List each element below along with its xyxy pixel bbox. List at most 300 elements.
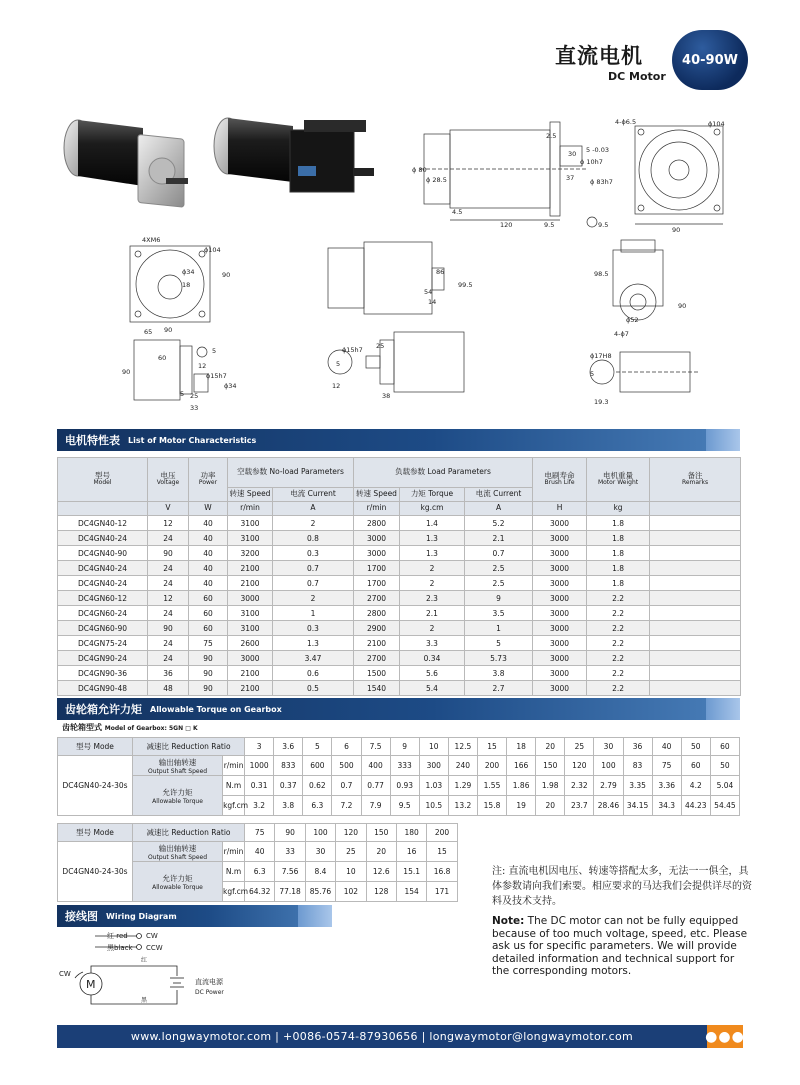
unit-rmin: r/min — [223, 756, 245, 776]
torque-nm-cell: 0.7 — [332, 776, 361, 796]
speed-cell: 30 — [305, 842, 335, 862]
col-load: 负载参数 Load Parameters — [354, 458, 533, 488]
table-cell: 60 — [189, 606, 228, 621]
torque-kgf-cell: 6.3 — [303, 796, 332, 816]
table-row — [58, 546, 741, 561]
speed-cell: 75 — [652, 756, 681, 776]
torque-kgf-cell: 15.8 — [477, 796, 506, 816]
ratio-cell: 75 — [245, 824, 275, 842]
motor-photos — [58, 108, 388, 218]
table-cell: 1.8 — [587, 576, 650, 591]
ratio-cell: 10 — [419, 738, 448, 756]
table-cell: 5.73 — [465, 651, 533, 666]
table-cell: 1.8 — [587, 531, 650, 546]
table-cell: 1.8 — [587, 546, 650, 561]
table-cell: 0.6 — [273, 666, 354, 681]
table-cell: 24 — [148, 576, 189, 591]
table-cell: 3000 — [533, 621, 587, 636]
unit-kgcm: kg.cm — [400, 502, 465, 516]
svg-text:19.3: 19.3 — [594, 398, 609, 406]
cell-remarks — [650, 606, 741, 621]
ratio-cell: 40 — [652, 738, 681, 756]
unit-blank — [58, 502, 148, 516]
unit-rmin-load: r/min — [354, 502, 400, 516]
unit-nm: N.m — [223, 862, 245, 882]
table-cell: 1540 — [354, 681, 400, 696]
cell-model: DC4GN60-24 — [58, 606, 148, 621]
torque-nm-row — [58, 776, 740, 796]
cell-remarks — [650, 546, 741, 561]
cell-remarks — [650, 576, 741, 591]
ratio-cell: 9 — [390, 738, 419, 756]
power-label-en: DC Power — [195, 989, 224, 996]
shaft-speed-en: Output Shaft Speed — [147, 853, 208, 861]
svg-text:ϕ104: ϕ104 — [204, 246, 221, 254]
svg-text:9.5: 9.5 — [544, 221, 555, 229]
cell-remarks — [650, 681, 741, 696]
svg-text:12: 12 — [198, 362, 207, 370]
cell-model: DC4GN90-24 — [58, 651, 148, 666]
banner-accent — [298, 905, 332, 927]
table-cell: 3100 — [228, 621, 273, 636]
table-cell: 3000 — [533, 591, 587, 606]
ratio-cell: 20 — [536, 738, 565, 756]
torque-nm-cell: 16.8 — [427, 862, 457, 882]
ratio-cell: 120 — [336, 824, 366, 842]
table-cell: 2.2 — [587, 606, 650, 621]
cell-model: DC4GN40-24-30s — [58, 756, 133, 816]
ratio-cell: 100 — [305, 824, 335, 842]
footer-dots: ●●● — [707, 1025, 743, 1048]
table-cell: 1700 — [354, 576, 400, 591]
drawing-shaft-dimensions — [120, 326, 700, 416]
table-cell: 2800 — [354, 606, 400, 621]
table-cell: 3000 — [533, 561, 587, 576]
table-cell: 2.2 — [587, 681, 650, 696]
torque-nm-cell: 3.36 — [652, 776, 681, 796]
torque-nm-cell: 2.79 — [594, 776, 623, 796]
table-cell: 60 — [189, 591, 228, 606]
table-cell: 2800 — [354, 516, 400, 531]
torque-kgf-cell: 128 — [366, 882, 396, 902]
cell-model: DC4GN90-48 — [58, 681, 148, 696]
table-cell: 3000 — [533, 546, 587, 561]
table-cell: 1700 — [354, 561, 400, 576]
motor-photo-2 — [214, 118, 374, 192]
table-cell: 24 — [148, 636, 189, 651]
table-cell: 2.1 — [465, 531, 533, 546]
cell-model: DC4GN40-90 — [58, 546, 148, 561]
svg-text:30: 30 — [568, 150, 577, 158]
torque-kgf-cell: 34.3 — [652, 796, 681, 816]
table-cell: 2 — [400, 576, 465, 591]
col-remarks: 备注 Remarks — [650, 458, 741, 502]
table-cell: 2 — [400, 561, 465, 576]
table-cell: 0.5 — [273, 681, 354, 696]
unit-rmin: r/min — [223, 842, 245, 862]
ratio-cell: 5 — [303, 738, 332, 756]
table-row — [58, 636, 741, 651]
table-cell: 3000 — [228, 651, 273, 666]
speed-cell: 300 — [419, 756, 448, 776]
table-row — [58, 531, 741, 546]
speed-cell: 16 — [396, 842, 426, 862]
torque-nm-cell: 1.29 — [448, 776, 477, 796]
torque-kgf-cell: 64.32 — [245, 882, 275, 902]
ratio-cell: 90 — [275, 824, 305, 842]
cell-remarks — [650, 651, 741, 666]
col-reduction-ratio: 减速比 Reduction Ratio — [133, 738, 245, 756]
table-cell: 2.1 — [400, 606, 465, 621]
table-row — [58, 576, 741, 591]
table-cell: 48 — [148, 681, 189, 696]
svg-text:90: 90 — [672, 226, 681, 234]
col-load-speed: 转速 Speed — [354, 488, 400, 502]
table-cell: 3.5 — [465, 606, 533, 621]
table-cell: 2100 — [228, 681, 273, 696]
table-cell: 1 — [273, 606, 354, 621]
cell-remarks — [650, 516, 741, 531]
speed-cell: 833 — [274, 756, 303, 776]
torque-kgf-cell: 85.76 — [305, 882, 335, 902]
table-cell: 3000 — [533, 666, 587, 681]
ratio-cell: 180 — [396, 824, 426, 842]
table-cell: 2100 — [354, 636, 400, 651]
table-cell: 24 — [148, 651, 189, 666]
cell-model: DC4GN75-24 — [58, 636, 148, 651]
col-model: 型号 Mode — [58, 738, 133, 756]
table-cell: 2100 — [228, 666, 273, 681]
footer-contact: www.longwaymotor.com | +0086-0574-87930656 | longwaymotor@longwaymotor.com — [57, 1025, 707, 1048]
table-cell: 3000 — [228, 591, 273, 606]
table-cell: 2.5 — [465, 576, 533, 591]
torque-nm-cell: 4.2 — [681, 776, 710, 796]
table-cell: 60 — [189, 621, 228, 636]
table-cell: 12 — [148, 591, 189, 606]
svg-text:4.5: 4.5 — [452, 208, 463, 216]
speed-cell: 240 — [448, 756, 477, 776]
torque-kgf-cell: 3.8 — [274, 796, 303, 816]
svg-text:5: 5 — [336, 360, 341, 368]
table-cell: 40 — [189, 576, 228, 591]
table-cell: 3000 — [533, 651, 587, 666]
table-cell: 2700 — [354, 651, 400, 666]
ratio-cell: 12.5 — [448, 738, 477, 756]
ratio-cell: 3.6 — [274, 738, 303, 756]
speed-cell: 600 — [303, 756, 332, 776]
unit-w: W — [189, 502, 228, 516]
page-title: 直流电机 — [555, 44, 643, 68]
table-cell: 2900 — [354, 621, 400, 636]
table-cell: 1.8 — [587, 516, 650, 531]
table-cell: 2600 — [228, 636, 273, 651]
speed-cell: 20 — [366, 842, 396, 862]
svg-text:38: 38 — [382, 392, 391, 400]
table-cell: 0.34 — [400, 651, 465, 666]
gearbox-torque-banner — [57, 698, 740, 720]
svg-text:54: 54 — [424, 288, 433, 296]
allowable-torque-label — [133, 776, 223, 816]
table-cell: 3100 — [228, 516, 273, 531]
ratio-cell: 7.5 — [361, 738, 390, 756]
unit-nm: N.m — [223, 776, 245, 796]
torque-kgf-cell: 20 — [536, 796, 565, 816]
ratio-cell: 18 — [507, 738, 536, 756]
torque-nm-cell: 12.6 — [366, 862, 396, 882]
svg-text:9.5: 9.5 — [598, 221, 609, 229]
table-cell: 1 — [465, 621, 533, 636]
table-cell: 0.8 — [273, 531, 354, 546]
col-model: 型号 Mode — [58, 824, 133, 842]
shaft-speed-label — [133, 842, 223, 862]
svg-text:4XM6: 4XM6 — [142, 236, 161, 244]
table-cell: 1.3 — [400, 531, 465, 546]
wire-red-label: 红 red — [107, 932, 128, 940]
table-cell: 3.3 — [400, 636, 465, 651]
unit-v: V — [148, 502, 189, 516]
col-load-torque: 力矩 Torque — [400, 488, 465, 502]
table-cell: 2.5 — [465, 561, 533, 576]
note-en: Note: The DC motor can not be fully equipped because of too much voltage, speed, etc. Please ask us for specific parameters. We will provide detailed information and technical support for the corresponding motors. — [492, 915, 748, 977]
col-motor-weight: 电机重量 Motor Weight — [587, 458, 650, 502]
speed-cell: 83 — [623, 756, 652, 776]
table-cell: 2 — [400, 621, 465, 636]
torque-kgf-cell: 44.23 — [681, 796, 710, 816]
speed-cell: 60 — [681, 756, 710, 776]
table-cell: 3000 — [533, 606, 587, 621]
table-cell: 3.47 — [273, 651, 354, 666]
motor-symbol: M — [86, 978, 96, 991]
speed-cell: 166 — [507, 756, 536, 776]
table-row — [58, 621, 741, 636]
torque-kgf-cell: 102 — [336, 882, 366, 902]
cell-model: DC4GN40-12 — [58, 516, 148, 531]
torque-nm-cell: 0.93 — [390, 776, 419, 796]
torque-kgf-cell: 23.7 — [565, 796, 594, 816]
svg-text:25: 25 — [190, 392, 199, 400]
torque-kgf-cell: 54.45 — [710, 796, 739, 816]
unit-kgfcm: kgf.cm — [223, 796, 245, 816]
ratio-cell: 3 — [245, 738, 274, 756]
torque-en: Allowable Torque — [152, 797, 203, 805]
table-row — [58, 666, 741, 681]
svg-text:5: 5 — [212, 347, 217, 355]
torque-kgf-cell: 28.46 — [594, 796, 623, 816]
speed-cell: 120 — [565, 756, 594, 776]
table-cell: 90 — [148, 621, 189, 636]
unit-a-load: A — [465, 502, 533, 516]
table-cell: 5.2 — [465, 516, 533, 531]
table-row — [58, 561, 741, 576]
table-cell: 0.3 — [273, 621, 354, 636]
banner-title-cn: 齿轮箱允许力矩 — [65, 703, 142, 716]
speed-cell: 1000 — [245, 756, 274, 776]
gearbox-torque-table-2 — [57, 823, 458, 902]
svg-text:5: 5 — [180, 390, 185, 398]
svg-text:ϕ 10h7: ϕ 10h7 — [580, 158, 603, 166]
torque-kgf-cell: 171 — [427, 882, 457, 902]
col-noload: 空载参数 No-load Parameters — [228, 458, 354, 488]
table-cell: 5.4 — [400, 681, 465, 696]
svg-text:ϕ15h7: ϕ15h7 — [206, 372, 227, 380]
cell-model: DC4GN40-24 — [58, 576, 148, 591]
motor-photo-1 — [64, 120, 188, 207]
svg-text:99.5: 99.5 — [458, 281, 473, 289]
torque-kgf-cell: 3.2 — [245, 796, 274, 816]
table-cell: 90 — [148, 546, 189, 561]
table-cell: 2.2 — [587, 591, 650, 606]
svg-text:5: 5 — [590, 370, 595, 378]
speed-cell: 500 — [332, 756, 361, 776]
torque-nm-cell: 0.77 — [361, 776, 390, 796]
torque-nm-cell: 15.1 — [396, 862, 426, 882]
torque-cn: 允许力矩 — [162, 787, 193, 797]
table-cell: 1500 — [354, 666, 400, 681]
svg-text:ϕ 28.5: ϕ 28.5 — [426, 176, 447, 184]
table-cell: 3000 — [533, 681, 587, 696]
torque-nm-cell: 3.35 — [623, 776, 652, 796]
svg-text:ϕ15h7: ϕ15h7 — [342, 346, 363, 354]
torque-kgf-cell: 77.18 — [275, 882, 305, 902]
unit-a: A — [273, 502, 354, 516]
motor-characteristics-banner — [57, 429, 740, 451]
table-cell: 3.8 — [465, 666, 533, 681]
torque-nm-cell: 1.98 — [536, 776, 565, 796]
speed-cell: 40 — [245, 842, 275, 862]
svg-text:ϕ 83h7: ϕ 83h7 — [590, 178, 613, 186]
banner-title-en: List of Motor Characteristics — [128, 435, 257, 445]
torque-nm-cell: 6.3 — [245, 862, 275, 882]
torque-kgf-cell: 154 — [396, 882, 426, 902]
speed-cell: 33 — [275, 842, 305, 862]
table-cell: 2 — [273, 591, 354, 606]
torque-kgf-cell: 19 — [507, 796, 536, 816]
speed-cell: 200 — [477, 756, 506, 776]
cell-model: DC4GN40-24 — [58, 561, 148, 576]
table-cell: 5.6 — [400, 666, 465, 681]
unit-h: H — [533, 502, 587, 516]
torque-nm-cell: 7.56 — [275, 862, 305, 882]
unit-rmin: r/min — [228, 502, 273, 516]
cell-remarks — [650, 531, 741, 546]
table-cell: 3000 — [533, 531, 587, 546]
speed-cell: 25 — [336, 842, 366, 862]
wire-ccw-label: CCW — [146, 944, 163, 952]
speed-cell: 150 — [536, 756, 565, 776]
svg-text:2.5: 2.5 — [546, 132, 557, 140]
wiring-diagram-banner — [57, 905, 332, 927]
ratio-row — [58, 824, 458, 842]
cell-model: DC4GN40-24 — [58, 531, 148, 546]
banner-title-en: Allowable Torque on Gearbox — [150, 704, 282, 714]
table-cell: 1.8 — [587, 561, 650, 576]
torque-kgf-cell: 10.5 — [419, 796, 448, 816]
torque-kgf-cell: 9.5 — [390, 796, 419, 816]
torque-kgf-cell: 7.2 — [332, 796, 361, 816]
table-row — [58, 516, 741, 531]
table-cell: 12 — [148, 516, 189, 531]
table-cell: 2.3 — [400, 591, 465, 606]
table-cell: 2100 — [228, 576, 273, 591]
gearbox-torque-table-1 — [57, 737, 740, 816]
svg-text:86: 86 — [436, 268, 445, 276]
table-row — [58, 681, 741, 696]
motor-cw-label: CW — [59, 970, 71, 978]
table-cell: 90 — [189, 666, 228, 681]
svg-text:37: 37 — [566, 174, 575, 182]
svg-text:90: 90 — [122, 368, 131, 376]
table-cell: 3000 — [533, 516, 587, 531]
table-cell: 0.3 — [273, 546, 354, 561]
banner-accent — [706, 429, 740, 451]
col-power: 功率 Power — [189, 458, 228, 502]
torque-nm-cell: 0.31 — [245, 776, 274, 796]
torque-nm-cell: 5.04 — [710, 776, 739, 796]
table-row — [58, 651, 741, 666]
speed-cell: 333 — [390, 756, 419, 776]
table-cell: 2 — [273, 516, 354, 531]
page-subtitle: DC Motor — [608, 70, 666, 83]
svg-text:90: 90 — [222, 271, 231, 279]
table-cell: 2.7 — [465, 681, 533, 696]
table-row — [58, 591, 741, 606]
table-cell: 5 — [465, 636, 533, 651]
speed-cell: 50 — [710, 756, 739, 776]
table-cell: 1.3 — [273, 636, 354, 651]
svg-text:ϕ34: ϕ34 — [182, 268, 195, 276]
cell-model: DC4GN90-36 — [58, 666, 148, 681]
svg-text:ϕ 80: ϕ 80 — [412, 166, 427, 174]
svg-text:90: 90 — [678, 302, 687, 310]
power-label-cn: 直流电源 — [195, 978, 223, 986]
svg-text:4-ϕ7: 4-ϕ7 — [614, 330, 629, 338]
cell-model: DC4GN60-12 — [58, 591, 148, 606]
torque-nm-cell: 0.62 — [303, 776, 332, 796]
unit-kgfcm: kgf.cm — [223, 882, 245, 902]
wire-black-cn: 黑 — [141, 997, 148, 1004]
table-cell: 40 — [189, 561, 228, 576]
svg-text:98.5: 98.5 — [594, 270, 609, 278]
speed-row — [58, 842, 458, 862]
ratio-cell: 25 — [565, 738, 594, 756]
table-cell: 0.7 — [465, 546, 533, 561]
table-cell: 9 — [465, 591, 533, 606]
note-cn: 注: 直流电机因电压、转速等搭配太多，无法一一俱全，具体参数请向我们索要。相应要求的马达我们会提供详尽的资料及技术支持。 — [492, 866, 752, 907]
svg-text:ϕ17H8: ϕ17H8 — [590, 352, 612, 360]
unit-remarks-blank — [650, 502, 741, 516]
banner-title-cn: 电机特性表 — [65, 434, 120, 447]
table-cell: 0.7 — [273, 576, 354, 591]
table-cell: 24 — [148, 606, 189, 621]
torque-kgf-cell: 7.9 — [361, 796, 390, 816]
table-cell: 24 — [148, 531, 189, 546]
table-cell: 3000 — [354, 531, 400, 546]
speed-cell: 15 — [427, 842, 457, 862]
svg-text:4-ϕ6.5: 4-ϕ6.5 — [615, 118, 637, 126]
cell-remarks — [650, 636, 741, 651]
banner-title-cn: 接线图 — [65, 910, 98, 923]
ratio-cell: 150 — [366, 824, 396, 842]
table-cell: 2.2 — [587, 666, 650, 681]
shaft-speed-en: Output Shaft Speed — [147, 767, 208, 775]
svg-text:ϕ52: ϕ52 — [626, 316, 639, 324]
torque-en: Allowable Torque — [152, 883, 203, 891]
wire-cw-label: CW — [146, 932, 158, 940]
cell-model: DC4GN40-24-30s — [58, 842, 133, 902]
table-cell: 40 — [189, 546, 228, 561]
table-cell: 1.3 — [400, 546, 465, 561]
torque-nm-cell: 0.37 — [274, 776, 303, 796]
